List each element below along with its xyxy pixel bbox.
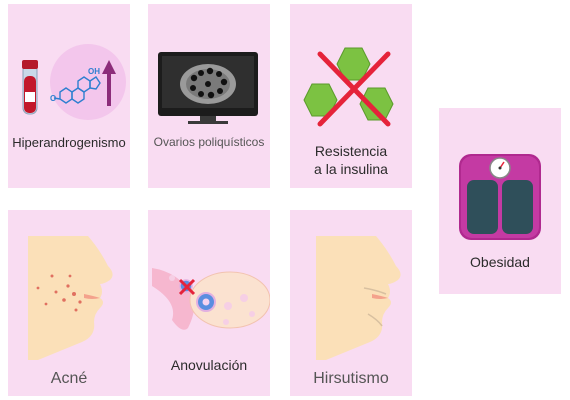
card-polycystic-ovaries bbox=[148, 4, 270, 188]
card-obesity bbox=[439, 108, 561, 294]
card-insulin-resistance bbox=[290, 4, 412, 188]
obesity-label: Obesidad bbox=[470, 254, 530, 270]
card-hyperandrogenism bbox=[8, 4, 130, 188]
molecule-oh-label: OH bbox=[88, 67, 100, 76]
card-anovulation bbox=[148, 210, 270, 396]
bathroom-scale-icon bbox=[459, 154, 541, 240]
anovulation-label: Anovulación bbox=[170, 357, 248, 373]
acne-label: Acné bbox=[50, 370, 88, 387]
insulin-resistance-label-line1: Resistencia bbox=[314, 143, 388, 159]
polycystic-ovaries-label: Ovarios poliquísticos bbox=[153, 135, 265, 149]
ketone-o-label: O bbox=[50, 94, 57, 103]
hyperandrogenism-label: Hiperandrogenismo bbox=[12, 135, 126, 150]
card-hirsutism bbox=[290, 210, 412, 396]
hyperandrogenism-illustration bbox=[8, 4, 130, 188]
card-acne bbox=[8, 210, 130, 396]
hirsutism-label: Hirsutismo bbox=[313, 370, 389, 387]
blocked-egg-icon bbox=[180, 280, 194, 294]
ultrasound-monitor-illustration bbox=[148, 4, 270, 188]
ovary-ultrasound-image bbox=[180, 64, 236, 104]
hormone-bubble bbox=[50, 44, 126, 120]
hirsutism-face-illustration bbox=[290, 210, 412, 396]
insulin-resistance-label-line2: a la insulina bbox=[314, 161, 388, 177]
test-tube-icon bbox=[22, 60, 38, 114]
acne-face-illustration bbox=[8, 210, 130, 396]
